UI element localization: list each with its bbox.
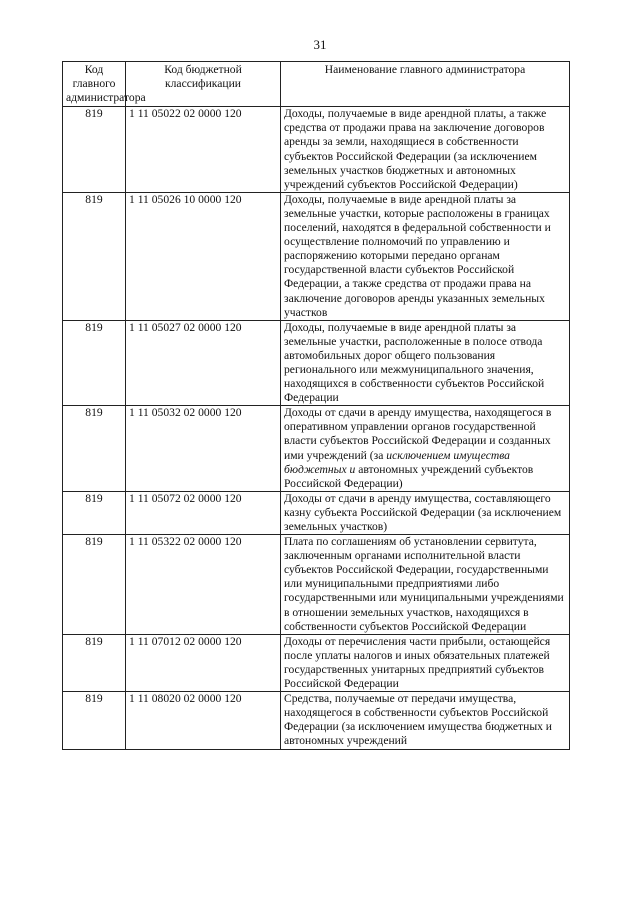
admin-name-cell: Доходы, получаемые в виде арендной платы за земельные участки, которые расположены в границах поселений, находятся в федеральной собственности и осуществление полномочий по управлению и распоряжению которыми передано органам государственной власти субъектов Российской Федерации, а также средства от продажи права на заключение договоров аренды указанных земельных участков [281,192,570,320]
kbk-cell: 1 11 05032 02 0000 120 [126,406,281,492]
kbk-cell: 1 11 05322 02 0000 120 [126,535,281,635]
admin-name-text: Доходы от сдачи в аренду имущества, находящегося в оперативном управлении органов государственной власти субъектов Российской Федерации и созданных ими учреждений (за [284,406,552,462]
header-kbk: Код бюджетной классификации [126,62,281,107]
budget-classification-table [62,61,570,750]
admin-code-cell: 819 [63,491,126,534]
table-header-row [63,62,570,107]
admin-name-cell: Доходы, получаемые в виде арендной платы, а также средства от продажи права на заключение договоров аренды за земли, находящиеся в собственности субъектов Российской Федерации (за исключением земельных участков бюджетных и автономных учреждений субъектов Российской Федерации) [281,107,570,193]
admin-name-cell: Доходы, получаемые в виде арендной платы за земельные участки, расположенные в полосе отвода автомобильных дорог общего пользования регионального или межмуниципального значения, находящихся в собственности субъектов Российской Федерации [281,320,570,406]
admin-name-cell: Доходы от перечисления части прибыли, остающейся после уплаты налогов и иных обязательных платежей государственных унитарных предприятий субъектов Российской Федерации [281,634,570,691]
admin-name-cell: Средства, получаемые от передачи имущества, находящегося в собственности субъектов Российской Федерации (за исключением имущества бюджетных и автономных учреждений [281,692,570,749]
kbk-cell: 1 11 05022 02 0000 120 [126,107,281,193]
page-number: 31 [313,37,327,52]
table-row [63,107,570,193]
table-row [63,535,570,635]
kbk-cell: 1 11 05027 02 0000 120 [126,320,281,406]
admin-code-cell: 819 [63,107,126,193]
admin-name-text: автономных учреждений субъектов Российской Федерации) [284,462,534,490]
kbk-cell: 1 11 08020 02 0000 120 [126,692,281,749]
admin-code-cell: 819 [63,535,126,635]
header-admin-code: Код главного администратора [63,62,126,107]
admin-name-cell [281,406,570,492]
table-row [63,406,570,492]
admin-name-cell: Доходы от сдачи в аренду имущества, составляющего казну субъекта Российской Федерации (за исключением земельных участков) [281,491,570,534]
admin-code-cell: 819 [63,192,126,320]
admin-code-cell: 819 [63,634,126,691]
table-row [63,491,570,534]
kbk-cell: 1 11 05026 10 0000 120 [126,192,281,320]
kbk-cell: 1 11 07012 02 0000 120 [126,634,281,691]
admin-code-cell: 819 [63,320,126,406]
admin-code-cell: 819 [63,406,126,492]
table-row [63,192,570,320]
admin-name-italic-text: исключением имущества бюджетных и [284,448,510,476]
table-row [63,634,570,691]
admin-name-cell: Плата по соглашениям об установлении сервитута, заключенным органами исполнительной власти субъектов Российской Федерации, государственными или муниципальными предприятиями либо государственными или муниципальными учреждениями в отношении земельных участков, находящихся в собственности субъектов Российской Федерации [281,535,570,635]
header-admin-name: Наименование главного администратора [281,62,570,107]
kbk-cell: 1 11 05072 02 0000 120 [126,491,281,534]
table-row [63,692,570,749]
table-row [63,320,570,406]
admin-code-cell: 819 [63,692,126,749]
